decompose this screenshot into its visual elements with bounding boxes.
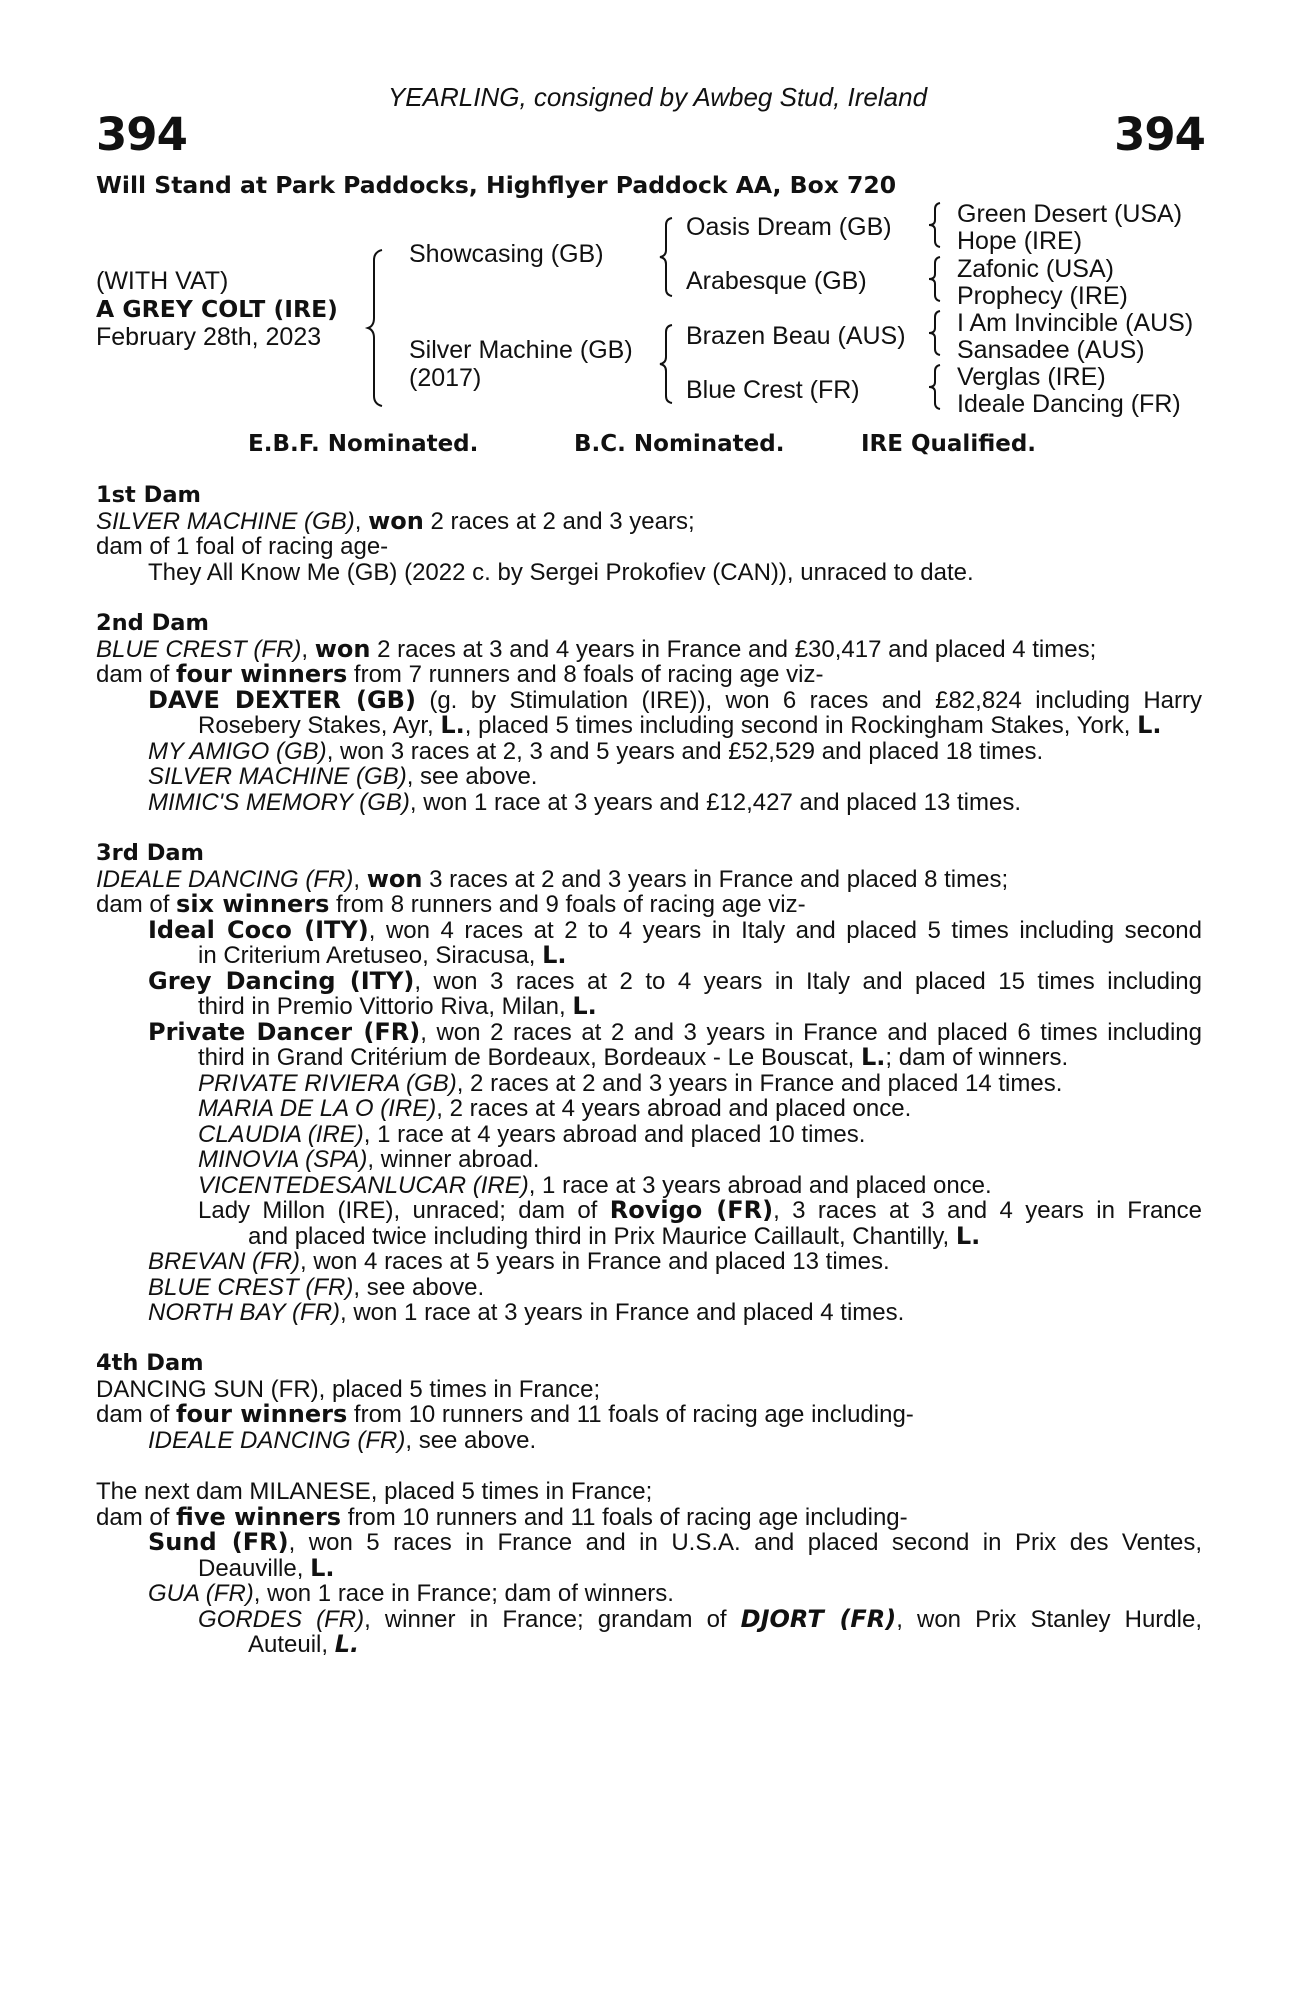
dam-record: IDEALE DANCING (FR), won 3 races at 2 and 3 years in France and placed 8 times; [96, 864, 1009, 893]
produce-entry-cont: Deauville, L. [198, 1553, 335, 1582]
produce-entry: Grey Dancing (ITY), won 3 races at 2 to 4 years in Italy and placed 15 times including [148, 966, 1202, 995]
great-grandparent-2: Hope (IRE) [957, 227, 1083, 255]
produce-summary: dam of four winners from 7 runners and 8 foals of racing age viz- [96, 660, 824, 688]
produce-entry: Sund (FR), won 5 races in France and in U.S.A. and placed second in Prix des Ventes, [148, 1528, 1202, 1556]
great-grandparent-3: Zafonic (USA) [957, 255, 1114, 283]
produce-entry-cont: third in Premio Vittorio Riva, Milan, L. [198, 992, 597, 1020]
granddam-paternal: Arabesque (GB) [686, 267, 867, 295]
produce-summary: dam of six winners from 8 runners and 9 foals of racing age viz- [96, 890, 806, 918]
ggp-bracket-4 [928, 364, 942, 410]
grandproduce-entry: PRIVATE RIVIERA (GB), 2 races at 2 and 3 years in France and placed 14 times. [198, 1069, 1063, 1097]
dam: Silver Machine (GB) [409, 336, 633, 364]
produce-entry-cont: Rosebery Stakes, Ayr, L., placed 5 times including second in Rockingham Stakes, York, L. [198, 711, 1162, 739]
fourth-dam-section [96, 1351, 1202, 1453]
dam-record: SILVER MACHINE (GB), won 2 races at 2 and 3 years; [96, 506, 695, 535]
sire-bracket [660, 216, 676, 298]
dam-year: (2017) [409, 364, 482, 392]
grandproduce-entry: VICENTEDESANLUCAR (IRE), 1 race at 3 years abroad and placed once. [198, 1171, 992, 1199]
great-grandparent-7: Verglas (IRE) [957, 363, 1106, 391]
produce-entry: BREVAN (FR), won 4 races at 5 years in France and placed 13 times. [148, 1248, 890, 1275]
produce-entry: BLUE CREST (FR), see above. [148, 1273, 485, 1301]
stand-location: Will Stand at Park Paddocks, Highflyer Paddock AA, Box 720 [96, 171, 897, 199]
grandsire-maternal: Brazen Beau (AUS) [686, 322, 906, 350]
produce-summary: dam of four winners from 10 runners and 11 foals of racing age including- [96, 1400, 914, 1428]
grandproduce-entry: MINOVIA (SPA), winner abroad. [198, 1146, 540, 1173]
produce-entry: Private Dancer (FR), won 2 races at 2 and 3 years in France and placed 6 times including [148, 1017, 1202, 1046]
produce-entry: They All Know Me (GB) (2022 c. by Sergei Prokofiev (CAN)), unraced to date. [148, 558, 974, 586]
produce-entry-cont: in Criterium Aretuseo, Siracusa, L. [198, 941, 567, 969]
produce-entry: DAVE DEXTER (GB) (g. by Stimulation (IRE)), won 6 races and £82,824 including Harry [148, 685, 1202, 714]
third-dam-section [96, 841, 1202, 1326]
section-heading: 2nd Dam [96, 610, 209, 636]
ggp-bracket-1 [928, 202, 942, 248]
produce-summary: dam of 1 foal of racing age- [96, 533, 389, 560]
foaling-date: February 28th, 2023 [96, 323, 322, 351]
consignment-line: YEARLING, consigned by Awbeg Stud, Ireland [387, 82, 928, 112]
ggp-bracket-2 [928, 256, 942, 302]
bc-nomination: B.C. Nominated. [574, 431, 785, 457]
fifth-dam-section [96, 1479, 1202, 1658]
vat-label: (WITH VAT) [96, 267, 229, 295]
produce-entry: SILVER MACHINE (GB), see above. [148, 763, 538, 790]
ire-qualified: IRE Qualified. [861, 431, 1037, 457]
dam-record: DANCING SUN (FR), placed 5 times in France; [96, 1375, 601, 1403]
great-grandparent-5: I Am Invincible (AUS) [957, 309, 1194, 337]
produce-summary: dam of five winners from 10 runners and 11 foals of racing age including- [96, 1502, 908, 1531]
lot-number-left: 394 [96, 108, 187, 161]
second-dam-section [96, 611, 1202, 815]
dam-bracket [660, 323, 676, 405]
section-heading: 3rd Dam [96, 840, 204, 866]
great-grandparent-8: Ideale Dancing (FR) [957, 390, 1181, 418]
section-heading: 4th Dam [96, 1350, 204, 1376]
grandproduce-entry: Lady Millon (IRE), unraced; dam of Rovigo (FR), 3 races at 3 and 4 years in France [198, 1196, 1203, 1224]
lot-number-right: 394 [1114, 108, 1205, 161]
produce-entry: GUA (FR), won 1 race in France; dam of winners. [148, 1580, 674, 1607]
grandproduce-entry-cont: and placed twice including third in Prix Maurice Caillault, Chantilly, L. [248, 1221, 981, 1250]
ggp-bracket-3 [928, 310, 942, 356]
pedigree-bracket [370, 248, 392, 408]
section-heading: 1st Dam [96, 482, 201, 508]
granddam-maternal: Blue Crest (FR) [686, 376, 860, 404]
produce-entry: IDEALE DANCING (FR), see above. [148, 1426, 537, 1454]
dam-record: BLUE CREST (FR), won 2 races at 3 and 4 years in France and £30,417 and placed 4 times; [96, 634, 1097, 663]
horse-name: A GREY COLT (IRE) [96, 295, 338, 323]
produce-entry: Ideal Coco (ITY), won 4 races at 2 to 4 years in Italy and placed 5 times including second [148, 915, 1203, 944]
grandproduce-entry: MARIA DE LA O (IRE), 2 races at 4 years abroad and placed once. [198, 1095, 912, 1122]
great-grandparent-1: Green Desert (USA) [957, 200, 1183, 228]
produce-entry: MY AMIGO (GB), won 3 races at 2, 3 and 5 years and £52,529 and placed 18 times. [148, 737, 1044, 765]
produce-entry-cont: third in Grand Critérium de Bordeaux, Bordeaux - Le Bouscat, L.; dam of winners. [198, 1043, 1069, 1071]
sire: Showcasing (GB) [409, 240, 604, 268]
great-grandparent-4: Prophecy (IRE) [957, 282, 1128, 310]
produce-entry: NORTH BAY (FR), won 1 race at 3 years in France and placed 4 times. [148, 1299, 905, 1326]
grandsire-paternal: Oasis Dream (GB) [686, 213, 892, 241]
dam-record: The next dam MILANESE, placed 5 times in France; [96, 1478, 653, 1505]
great-grandparent-6: Sansadee (AUS) [957, 336, 1145, 364]
produce-entry: MIMIC'S MEMORY (GB), won 1 race at 3 years and £12,427 and placed 13 times. [148, 788, 1021, 816]
grandproduce-entry: GORDES (FR), winner in France; grandam of DJORT (FR), won Prix Stanley Hurdle, [198, 1604, 1202, 1633]
first-dam-section [96, 483, 1202, 585]
grandproduce-entry: CLAUDIA (IRE), 1 race at 4 years abroad and placed 10 times. [198, 1120, 866, 1148]
ebf-nomination: E.B.F. Nominated. [248, 431, 479, 457]
grandproduce-entry-cont: Auteuil, L. [248, 1630, 360, 1658]
